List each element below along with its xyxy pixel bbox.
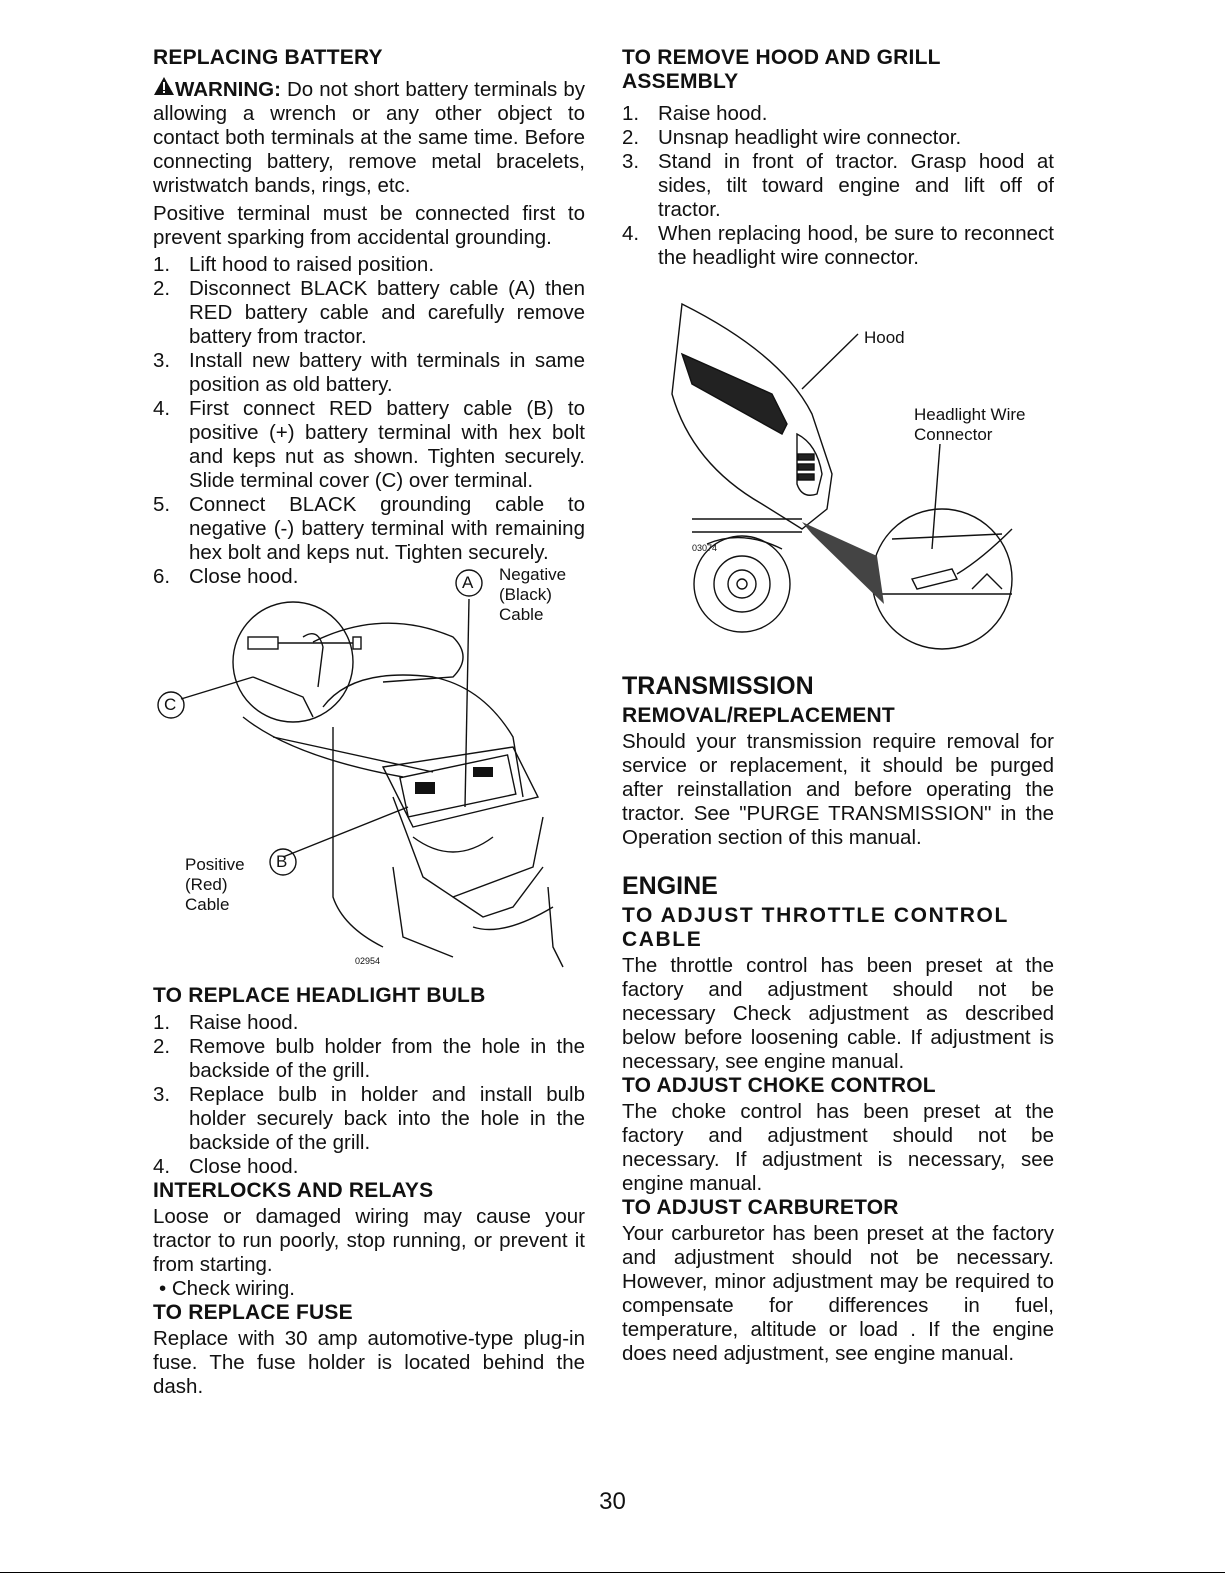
label-b: B: [276, 852, 288, 871]
choke-text: The choke control has been preset at the factory and adjustment should not be necessary. If adjustment is necessary, see engine manual.: [622, 1100, 1054, 1195]
transmission-heading: TRANSMISSION: [622, 672, 814, 700]
list-item: 3. Stand in front of tractor. Grasp hood at sides, tilt toward engine and lift off of tractor.: [622, 150, 1054, 221]
label-c: C: [164, 695, 177, 714]
replacing-battery-heading: REPLACING BATTERY: [153, 46, 383, 69]
hood-figure: [622, 294, 1054, 664]
battery-figure: [153, 567, 585, 972]
headlight-connector-label: Headlight Wire Connector: [914, 405, 1026, 444]
throttle-text: The throttle control has been preset at the factory and adjustment should not be necessary Check adjustment as described below before loosening cable. If adjustment is necessary, see engine manual.: [622, 954, 1054, 1073]
battery-note: Positive terminal must be connected first to prevent sparking from accidental grounding.: [153, 202, 585, 249]
bottom-rule: [0, 1572, 1225, 1573]
fuse-text: Replace with 30 amp automotive-type plug-in fuse. The fuse holder is located behind the dash.: [153, 1327, 585, 1398]
list-item: 2. Remove bulb holder from the hole in the backside of the grill.: [153, 1035, 585, 1082]
list-item: 2. Unsnap headlight wire connector.: [622, 126, 962, 149]
throttle-heading: TO ADJUST THROTTLE CONTROL CABLE: [622, 904, 1009, 951]
transmission-subheading: REMOVAL/REPLACEMENT: [622, 704, 895, 727]
carburetor-text: Your carburetor has been preset at the factory and adjustment should not be necessary. However, minor adjustment may be required to compensate for differences in fuel, temperature, altitude or load . If the engine does need adjustment, see engine manual.: [622, 1222, 1054, 1365]
list-item: 6. Close hood.: [153, 565, 299, 588]
choke-heading: TO ADJUST CHOKE CONTROL: [622, 1074, 936, 1097]
right-column: [622, 46, 1054, 1366]
fuse-heading: TO REPLACE FUSE: [153, 1301, 353, 1324]
negative-cable-label: Negative (Black) Cable: [499, 565, 567, 624]
list-item: 3. Replace bulb in holder and install bulb holder securely back into the hole in the backside of the grill.: [153, 1083, 585, 1154]
hood-steps: [622, 102, 1054, 270]
headlight-heading: TO REPLACE HEADLIGHT BULB: [153, 984, 486, 1007]
list-item: 4. Close hood.: [153, 1155, 299, 1178]
figure-code: 02954: [355, 956, 381, 966]
list-item: 3. Install new battery with terminals in same position as old battery.: [153, 349, 585, 396]
warning-label: WARNING:: [175, 78, 281, 101]
warning-triangle-icon: [153, 76, 175, 102]
page-number: 30: [599, 1488, 626, 1515]
label-a: A: [462, 573, 474, 592]
engine-heading: ENGINE: [622, 872, 718, 900]
list-item: 5. Connect BLACK grounding cable to negative (-) battery terminal with remaining hex bolt and keps nut. Tighten securely.: [153, 493, 585, 564]
carburetor-heading: TO ADJUST CARBURETOR: [622, 1196, 899, 1219]
transmission-text: Should your transmission require removal for service or replacement, it should be purged after reinstallation and before operating the tractor. See "PURGE TRANSMISSION" in the Operation section of this manual.: [622, 730, 1054, 849]
positive-cable-label: Positive (Red) Cable: [185, 855, 245, 914]
list-item: 1. Raise hood.: [622, 102, 768, 125]
hood-label: Hood: [864, 328, 905, 347]
interlocks-heading: INTERLOCKS AND RELAYS: [153, 1179, 434, 1202]
battery-steps: [153, 253, 585, 589]
list-item: 2. Disconnect BLACK battery cable (A) then RED battery cable and carefully remove battery from tractor.: [153, 277, 585, 348]
list-item: 4. First connect RED battery cable (B) to positive (+) battery terminal with hex bolt and keps nut as shown. Tighten securely. Slide terminal cover (C) over terminal.: [153, 397, 585, 492]
hood-figure-code: 03074: [692, 543, 718, 553]
list-item: 1. Lift hood to raised position.: [153, 253, 435, 276]
battery-warning: [153, 76, 585, 198]
interlocks-text: Loose or damaged wiring may cause your tractor to run poorly, stop running, or prevent it from starting.: [153, 1205, 585, 1276]
warning-text: Do not short battery terminals by allowing a wrench or any other object to contact both terminals at the same time. Before connecting battery, remove metal bracelets, wristwatch bands, rings, etc.: [153, 78, 585, 197]
hood-heading: TO REMOVE HOOD AND GRILL ASSEMBLY: [622, 46, 941, 93]
list-item: 1. Raise hood.: [153, 1011, 299, 1034]
left-column: [153, 46, 585, 1399]
hood-illustration: [622, 294, 1054, 664]
headlight-steps: [153, 1011, 585, 1179]
interlocks-bullet: • Check wiring.: [159, 1277, 295, 1300]
list-item: 4. When replacing hood, be sure to reconnect the headlight wire connector.: [622, 222, 1054, 269]
